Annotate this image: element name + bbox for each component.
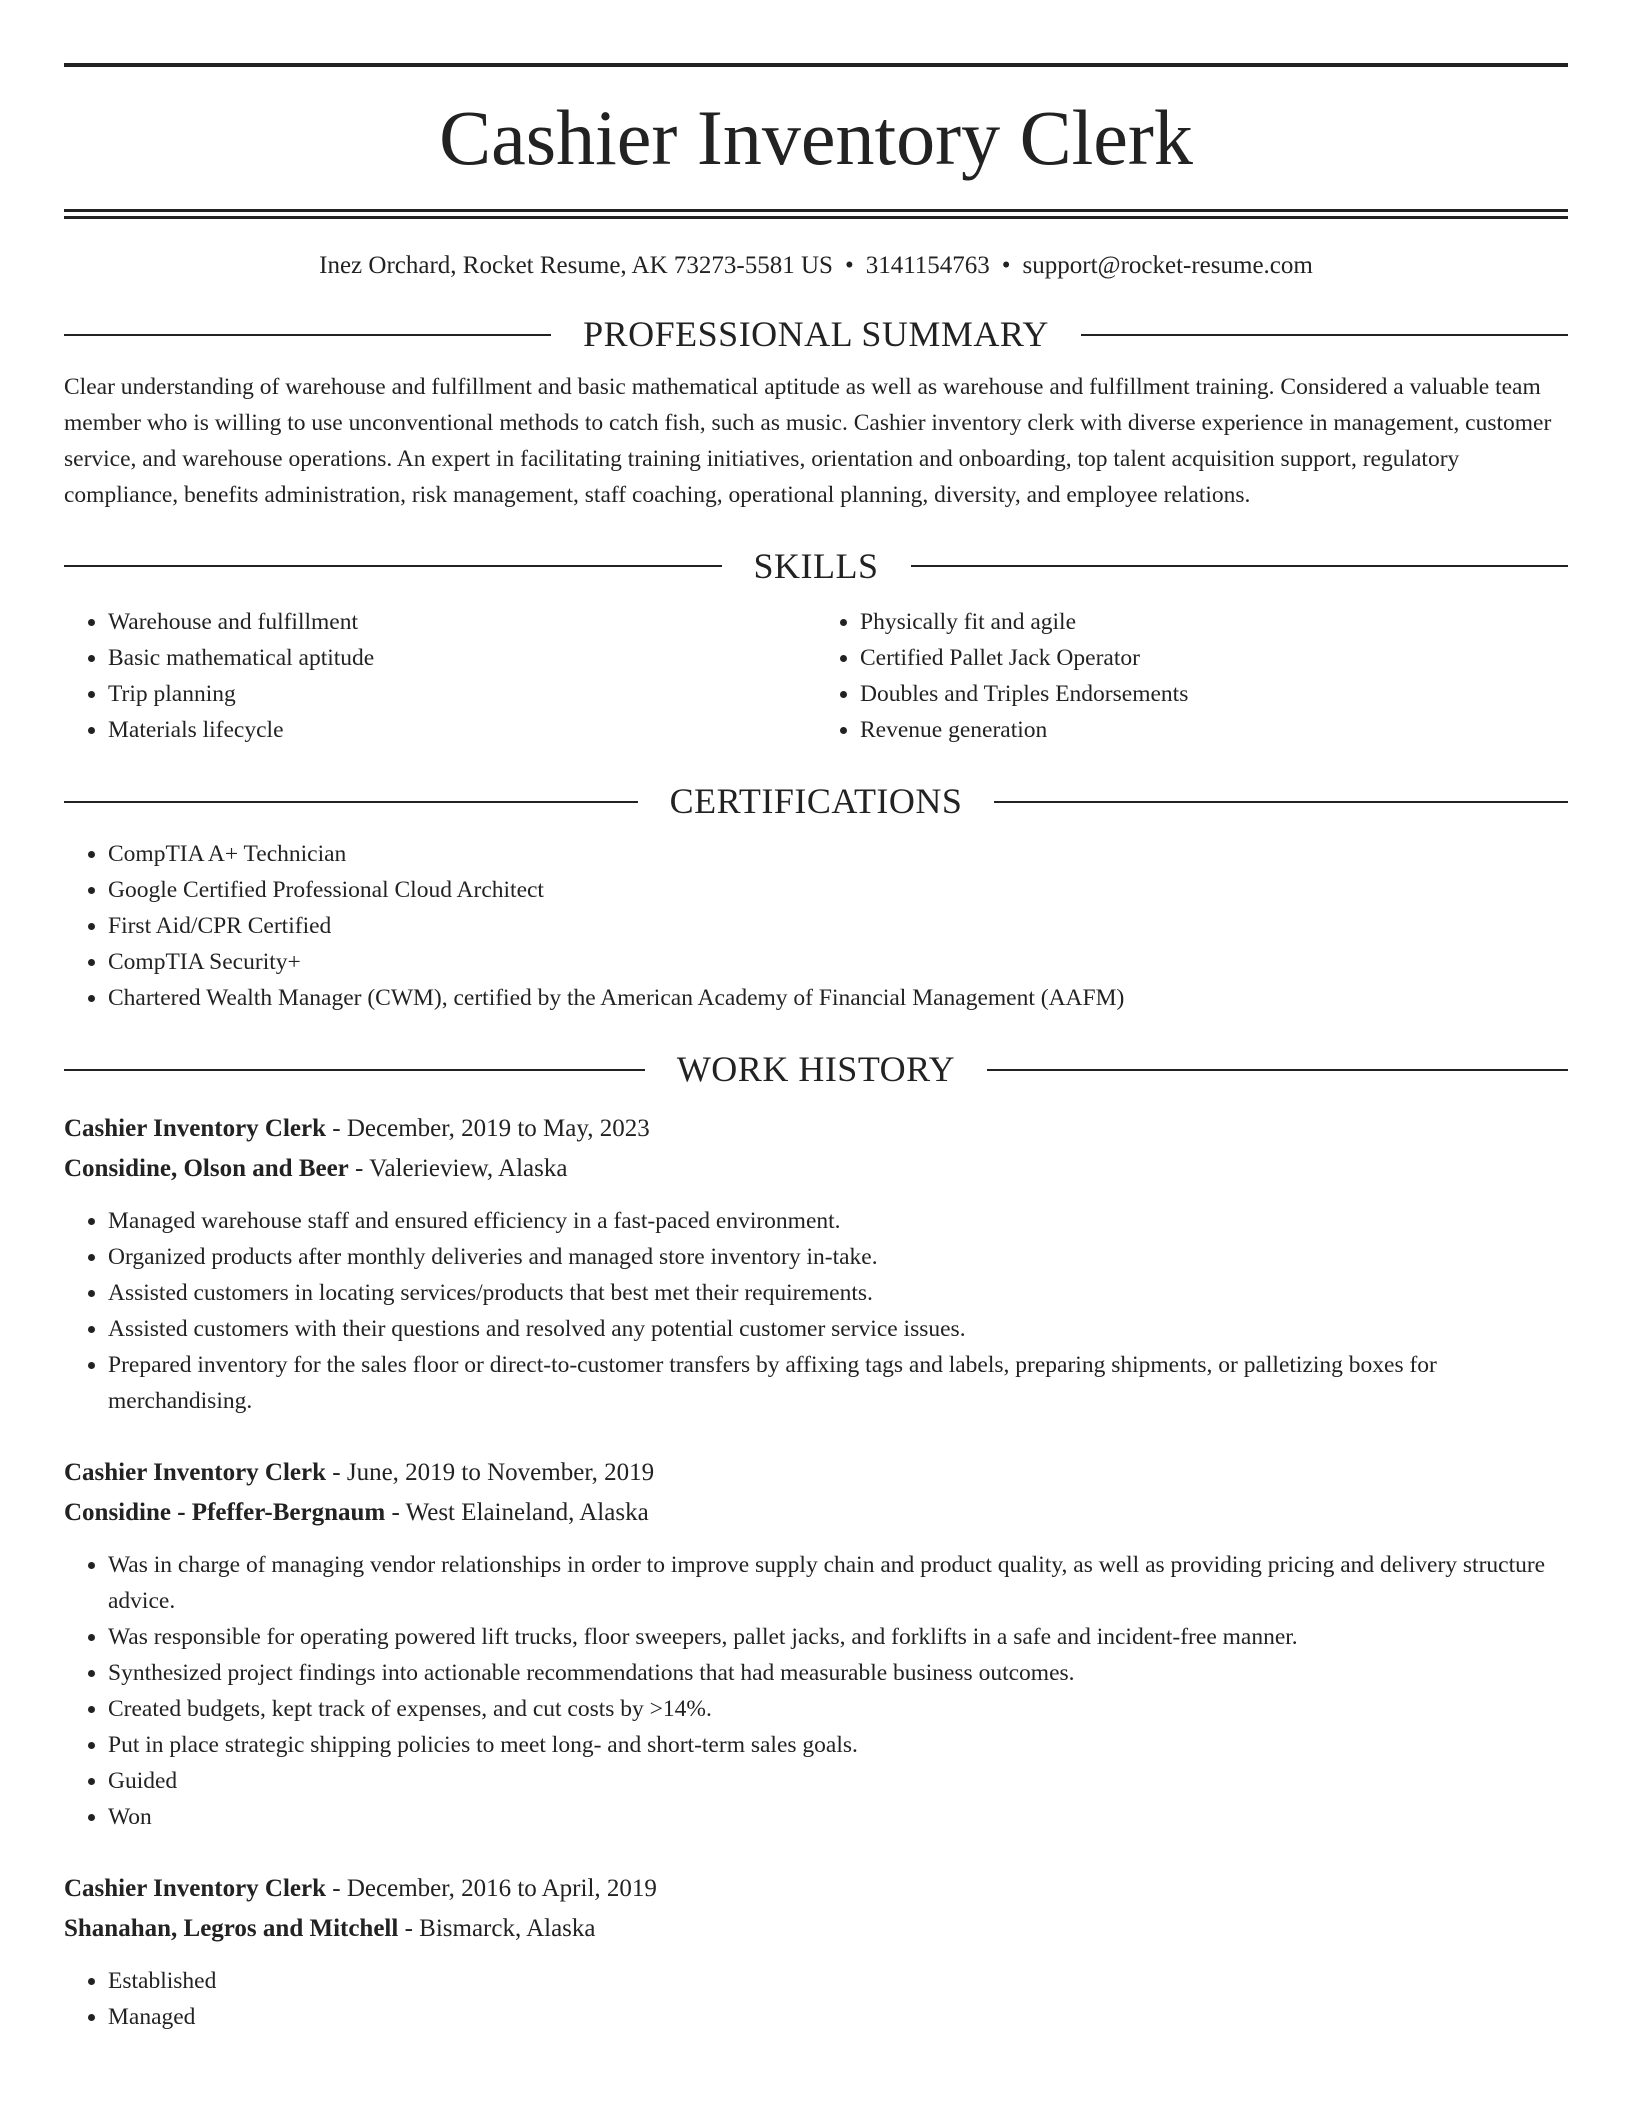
job-bullet: • Managed (108, 1999, 1568, 2035)
contact-address: Inez Orchard, Rocket Resume, AK 73273-5581 US (319, 252, 833, 279)
job-title: Cashier Inventory Clerk (64, 1115, 327, 1143)
certification-item: • Google Certified Professional Cloud Architect (108, 872, 1568, 908)
heading-rule (987, 1069, 1568, 1071)
skills-grid (64, 604, 1568, 748)
heading-rule (994, 801, 1568, 803)
job-company-line (64, 1493, 1568, 1533)
contact-phone: 3141154763 (865, 252, 990, 279)
job-location: - Bismarck, Alaska (398, 1915, 596, 1943)
job-bullet: • Guided (108, 1763, 1568, 1799)
summary-heading (64, 315, 1568, 355)
job-entry (64, 1109, 1568, 1419)
certification-item: • First Aid/CPR Certified (108, 908, 1568, 944)
contact-separator: • (844, 252, 854, 279)
heading-rule (64, 1069, 645, 1071)
heading-rule (1081, 334, 1568, 336)
skill-item: • Physically fit and agile (860, 604, 1568, 640)
job-bullet: • Managed warehouse staff and ensured efficiency in a fast-paced environment. (108, 1203, 1568, 1239)
heading-rule (64, 565, 722, 567)
job-dates: - December, 2019 to May, 2023 (326, 1115, 650, 1143)
skill-item: • Warehouse and fulfillment (108, 604, 816, 640)
skill-item: • Trip planning (108, 676, 816, 712)
job-company-line (64, 1909, 1568, 1949)
job-bullet: • Organized products after monthly deliveries and managed store inventory in-take. (108, 1239, 1568, 1275)
job-bullets (64, 1547, 1568, 1835)
certification-item: • Chartered Wealth Manager (CWM), certified by the American Academy of Financial Management (AAFM) (108, 980, 1568, 1016)
heading-rule (911, 565, 1569, 567)
section-title: PROFESSIONAL SUMMARY (583, 314, 1049, 354)
job-location: - Valerieview, Alaska (348, 1155, 568, 1183)
skill-item: • Basic mathematical aptitude (108, 640, 816, 676)
job-bullet: • Synthesized project findings into actionable recommendations that had measurable business outcomes. (108, 1655, 1568, 1691)
top-rule (64, 63, 1568, 67)
job-bullet: • Assisted customers in locating services/products that best met their requirements. (108, 1275, 1568, 1311)
certification-item: • CompTIA A+ Technician (108, 836, 1568, 872)
skill-item: • Materials lifecycle (108, 712, 816, 748)
job-company: Considine - Pfeffer-Bergnaum (64, 1499, 386, 1527)
job-location: - West Elaineland, Alaska (385, 1499, 649, 1527)
job-title: Cashier Inventory Clerk (64, 1459, 327, 1487)
job-company-line (64, 1149, 1568, 1189)
job-bullet: • Prepared inventory for the sales floor or direct-to-customer transfers by affixing tags and labels, preparing shipments, or palletizing boxes for merchandising. (108, 1347, 1568, 1419)
skill-item: • Certified Pallet Jack Operator (860, 640, 1568, 676)
job-bullet: • Was in charge of managing vendor relationships in order to improve supply chain and product quality, as well as providing pricing and delivery structure advice. (108, 1547, 1568, 1619)
job-bullet: • Was responsible for operating powered lift trucks, floor sweepers, pallet jacks, and forklifts in a safe and incident-free manner. (108, 1619, 1568, 1655)
contact-separator: • (1001, 252, 1011, 279)
certification-item: • CompTIA Security+ (108, 944, 1568, 980)
resume-name: Cashier Inventory Clerk (439, 94, 1193, 181)
job-dates: - June, 2019 to November, 2019 (326, 1459, 655, 1487)
section-title: SKILLS (753, 545, 879, 586)
job-bullet: • Created budgets, kept track of expenses, and cut costs by >14%. (108, 1691, 1568, 1727)
skills-column-right (816, 604, 1568, 748)
job-bullets (64, 1963, 1568, 2035)
summary-text: Clear understanding of warehouse and fulfillment and basic mathematical aptitude as well as warehouse and fulfillment training. Considered a valuable team member who is willing to use unconventional methods to catch fish, such as music. Cashier inventory clerk with diverse experience in management, customer service, and warehouse operations. An expert in facilitating training initiatives, orientation and onboarding, top talent acquisition support, regulatory compliance, benefits administration, risk management, staff coaching, operational planning, diversity, and employee relations. (64, 373, 1552, 508)
skills-list-right (816, 604, 1568, 748)
double-rule (64, 209, 1568, 219)
job-dates: - December, 2016 to April, 2019 (326, 1875, 657, 1903)
job-title: Cashier Inventory Clerk (64, 1875, 327, 1903)
work-history-heading (64, 1050, 1568, 1090)
skills-column-left (64, 604, 816, 748)
resume-page (64, 0, 1568, 2035)
section-title: WORK HISTORY (676, 1048, 956, 1089)
job-title-line (64, 1109, 1568, 1149)
job-bullet: • Assisted customers with their questions and resolved any potential customer service issues. (108, 1311, 1568, 1347)
job-entry (64, 1869, 1568, 2035)
skill-item: • Revenue generation (860, 712, 1568, 748)
heading-rule (64, 334, 551, 336)
certifications-heading (64, 782, 1568, 822)
job-title-line (64, 1869, 1568, 1909)
skill-item: • Doubles and Triples Endorsements (860, 676, 1568, 712)
skills-heading (64, 547, 1568, 587)
job-bullets (64, 1203, 1568, 1419)
job-bullet: • Established (108, 1963, 1568, 1999)
job-bullet: • Put in place strategic shipping policies to meet long- and short-term sales goals. (108, 1727, 1568, 1763)
certifications-list (64, 836, 1568, 1016)
job-company: Considine, Olson and Beer (64, 1155, 349, 1183)
job-title-line (64, 1453, 1568, 1493)
skills-list-left (64, 604, 816, 748)
section-title: CERTIFICATIONS (669, 781, 963, 822)
heading-rule (64, 801, 638, 803)
contact-line (64, 251, 1568, 281)
job-bullet: • Won (108, 1799, 1568, 1835)
job-entry (64, 1453, 1568, 1835)
contact-email: support@rocket-resume.com (1022, 252, 1313, 279)
job-company: Shanahan, Legros and Mitchell (64, 1915, 399, 1943)
